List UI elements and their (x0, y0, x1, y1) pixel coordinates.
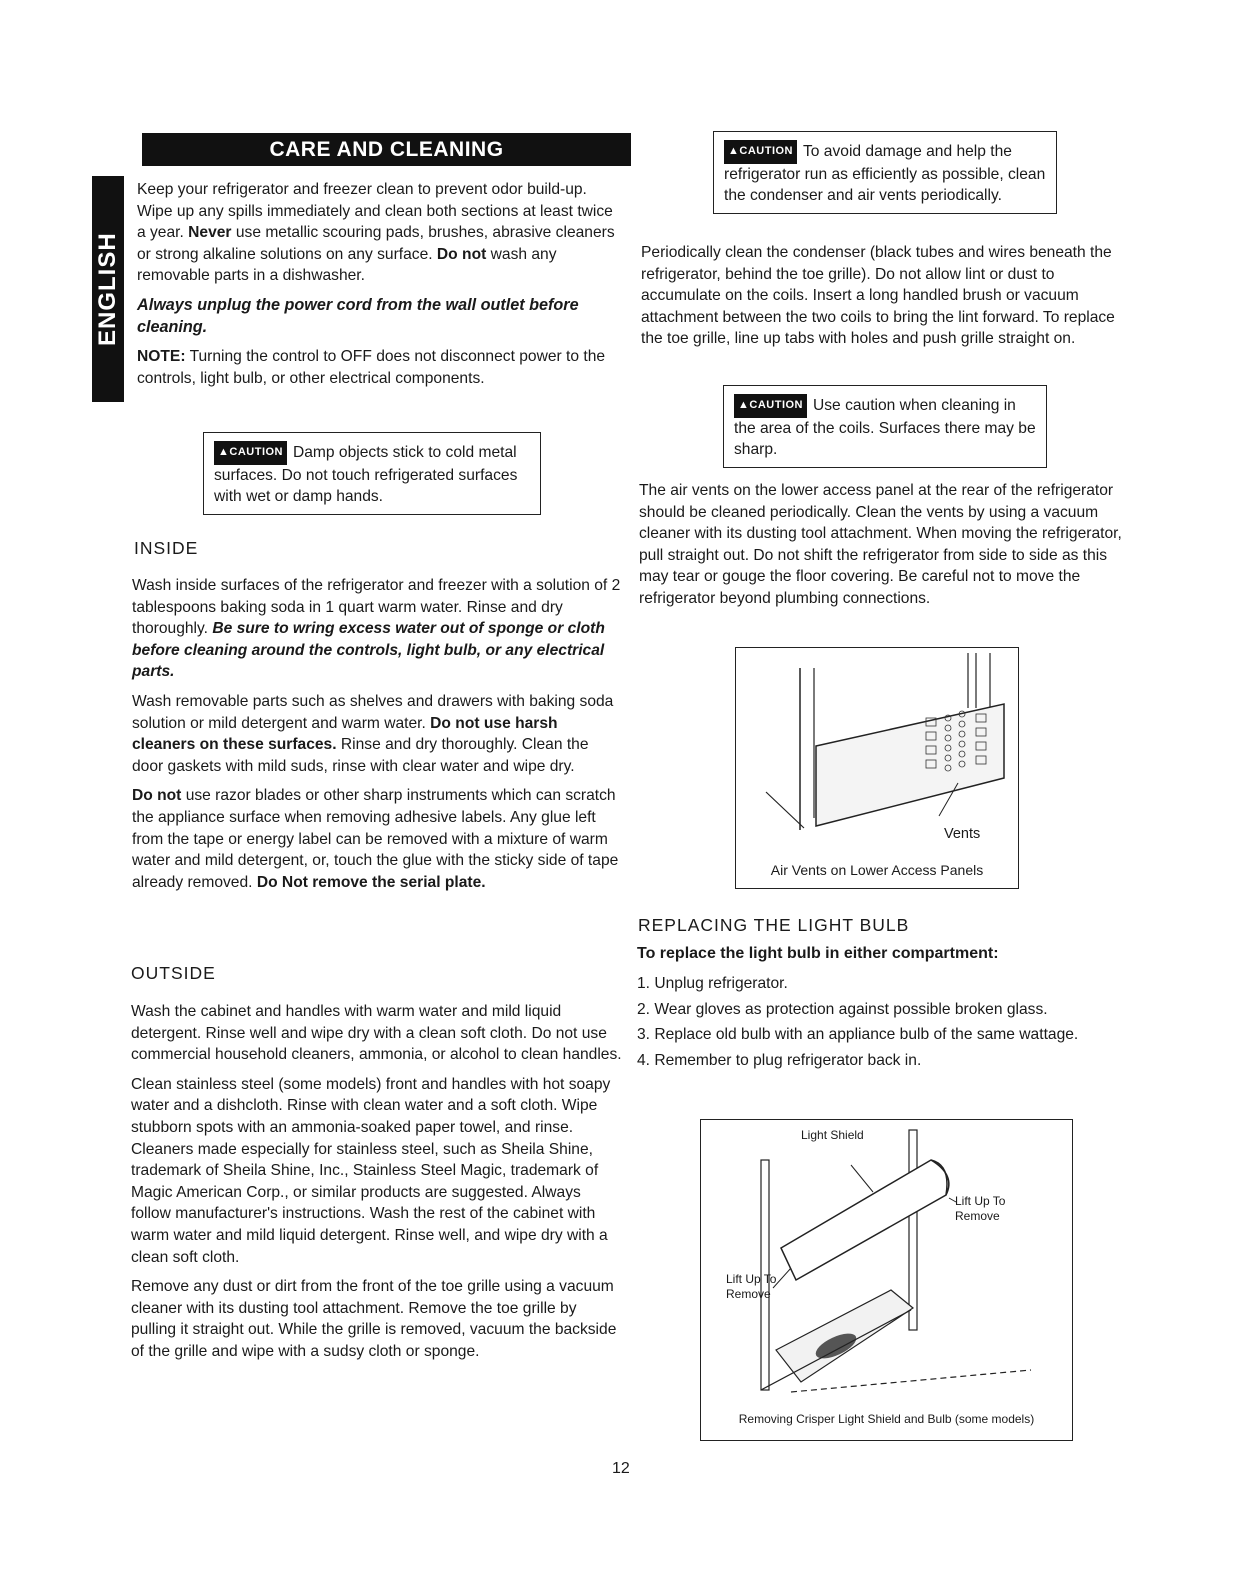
caution-badge-label: CAUTION (229, 446, 283, 458)
step-item: 4. Remember to plug refrigerator back in. (637, 1051, 922, 1069)
inside-paragraph-3 (132, 785, 624, 893)
caution-box-damp (203, 432, 541, 515)
unplug-warning: Always unplug the power cord from the wall outlet before cleaning. (137, 295, 579, 336)
caution-badge (214, 441, 287, 465)
caution-box-coils (723, 385, 1047, 468)
lift-up-right-label: Lift Up To Remove (955, 1194, 1006, 1223)
section-title: CARE AND CLEANING (269, 138, 504, 161)
vents-paragraph: The air vents on the lower access panel at the rear of the refrigerator should be cleaned periodically. Clean the vents by using a vacuum cleaner with its dusting tool attachment. When moving the refrigerator, pull straight out. Do not shift the refrigerator from side to side as this may tear or gouge the floor covering. Be careful not to move the refrigerator beyond plumbing connections. (639, 482, 1122, 607)
caution-box-condenser (713, 131, 1057, 214)
inside-section (132, 575, 624, 893)
inside-paragraph-2 (132, 691, 624, 777)
left-intro (137, 179, 621, 389)
caution-badge (734, 394, 807, 418)
inside-p1-text: Wash inside surfaces of the refrigerator and freezer with a solution of 2 tablespoons baking soda in 1 quart warm water. Rinse and dry thoroughly. (132, 577, 621, 638)
page-number: 12 (612, 1460, 630, 1477)
step-item: 2. Wear gloves as protection against possible broken glass. (637, 1000, 1048, 1018)
inside-paragraph-1 (132, 575, 624, 683)
warning-triangle-icon: ▲ (218, 446, 230, 458)
inside-p2-text: Wash removable parts such as shelves and drawers with baking soda solution or mild detergent and warm water. (132, 692, 614, 732)
language-tab (92, 176, 124, 402)
inside-p2-emphasis: Do not use harsh cleaners on these surfaces. (132, 714, 558, 754)
caution-text: To avoid damage and help the refrigerator run as efficiently as possible, clean the condenser and air vents periodically. (724, 143, 1046, 205)
note-label: NOTE: (137, 348, 186, 366)
light-shield-caption: Removing Crisper Light Shield and Bulb (some models) (738, 1412, 1035, 1426)
light-shield-label: Light Shield (801, 1128, 864, 1142)
inside-p2-text-2: Rinse and dry thoroughly. Clean the door gaskets with mild suds, rinse with clear water and wipe dry. (132, 736, 589, 775)
intro-text-2: use metallic scouring pads, brushes, abrasive cleaners or strong alkaline solutions on any surface. (137, 224, 615, 263)
warning-triangle-icon: ▲ (728, 145, 740, 157)
light-shield-figure (700, 1119, 1073, 1441)
air-vents-caption: Air Vents on Lower Access Panels (770, 862, 984, 878)
light-bulb-steps (637, 973, 1127, 1075)
outside-heading: OUTSIDE (131, 963, 216, 983)
outside-paragraph-1: Wash the cabinet and handles with warm water and mild liquid detergent. Rinse well and wipe dry with a clean soft cloth. Do not use commercial household cleaners, ammonia, or alcohol to clean handles. (131, 1003, 622, 1064)
inside-p3-do-not: Do not (132, 787, 182, 805)
caution-text: Damp objects stick to cold metal surfaces. Do not touch refrigerated surfaces with wet or damp hands. (214, 444, 518, 506)
lift-up-left-label: Lift Up To Remove (726, 1272, 777, 1301)
step-item: 1. Unplug refrigerator. (637, 975, 788, 992)
outside-paragraph-2: Clean stainless steel (some models) front and handles with hot soapy water and a dishcloth. Rinse with clean water and a soft cloth. Wipe stubborn spots with an ammonia-soaked paper towel, and rinse. Cleaners made especially for stainless steel, such as Sheila Shine, trademark of Sheila Shine, Inc., Stainless Steel Magic, trademark of Magic American Corp., or similar products are suggested. Always follow manufacturer's instructions. Wash the rest of the cabinet with warm water and mild liquid detergent. Rinse well, and wipe dry with a clean soft cloth. (131, 1075, 611, 1266)
condenser-paragraph: Periodically clean the condenser (black tubes and wires beneath the refrigerator, behind the toe grille). Do not allow lint or dust to accumulate on the coils. Insert a long handled brush or vacuum attachment between the two coils to bring the lint forward. To replace the toe grille, line up tabs with holes and push grille straight on. (641, 244, 1115, 348)
light-bulb-subheading: To replace the light bulb in either compartment: (637, 945, 999, 962)
intro-text-3: wash any removable parts in a dishwasher. (137, 245, 557, 285)
caution-badge-label: CAUTION (749, 399, 803, 411)
inside-p1-emphasis: Be sure to wring excess water out of sponge or cloth before cleaning around the controls, light bulb, or any electrical parts. (132, 620, 605, 681)
inside-p3-text: use razor blades or other sharp instruments which can scratch the appliance surface when removing adhesive labels. Any glue left from the tape or energy label can be removed with a mixture of warm water and mild detergent, or, touch the glue with the sticky side of tape already removed. (132, 787, 619, 891)
language-tab-label: ENGLISH (94, 232, 121, 346)
intro-never: Never (188, 224, 232, 242)
light-bulb-heading: REPLACING THE LIGHT BULB (638, 915, 910, 935)
note-paragraph (137, 346, 621, 389)
step-item: 3. Replace old bulb with an appliance bulb of the same wattage. (637, 1026, 1079, 1044)
inside-p3-emphasis: Do Not remove the serial plate. (256, 873, 486, 891)
air-vents-figure (735, 647, 1019, 889)
note-text: Turning the control to OFF does not disconnect power to the controls, light bulb, or other electrical components. (137, 348, 606, 387)
outside-paragraph-3: Remove any dust or dirt from the front of the toe grille using a vacuum cleaner with its dusting tool attachment. Remove the toe grille by pulling it straight out. While the grille is removed, vacuum the backside of the grille and wipe with a sudsy cloth or sponge. (131, 1278, 617, 1360)
intro-text-1: Keep your refrigerator and freezer clean to prevent odor build-up. Wipe up any spills immediately and clean both sections at least twice a year. (137, 181, 613, 242)
caution-text: Use caution when cleaning in the area of the coils. Surfaces there may be sharp. (734, 397, 1036, 459)
intro-paragraph (137, 179, 621, 287)
caution-badge (724, 140, 797, 164)
intro-do-not: Do not (436, 245, 487, 263)
vents-label: Vents (944, 826, 981, 842)
outside-section (131, 1001, 623, 1363)
warning-triangle-icon: ▲ (738, 399, 750, 411)
inside-heading: INSIDE (134, 538, 199, 558)
section-title-bar (142, 133, 631, 166)
air-vents-illustration (736, 648, 1018, 888)
caution-badge-label: CAUTION (739, 145, 793, 157)
